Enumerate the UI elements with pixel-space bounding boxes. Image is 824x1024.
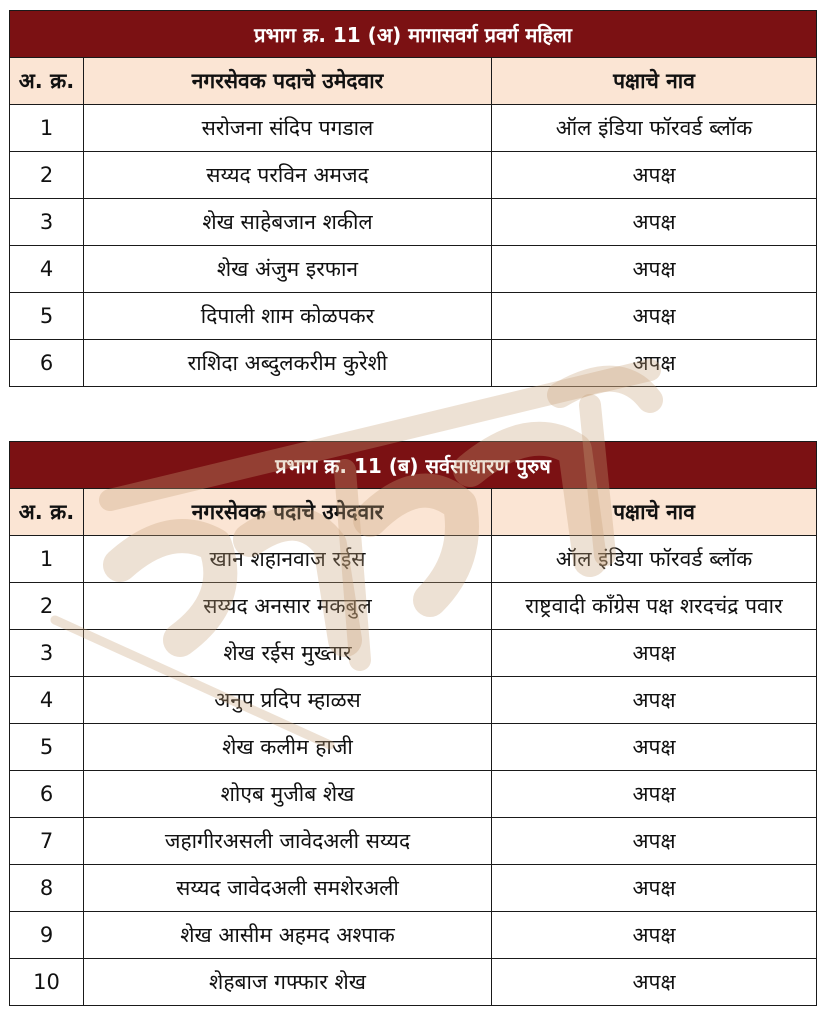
serial-cell: 3	[10, 630, 84, 677]
candidate-header: नगरसेवक पदाचे उमेदवार	[84, 489, 492, 536]
serial-cell: 4	[10, 677, 84, 724]
ward-a-header-row	[10, 58, 817, 105]
party-header: पक्षाचे नाव	[492, 489, 817, 536]
table-row	[10, 912, 817, 959]
candidate-cell: शोएब मुजीब शेख	[84, 771, 492, 818]
table-row	[10, 246, 817, 293]
candidate-cell: सय्यद जावेदअली समशेरअली	[84, 865, 492, 912]
table-row	[10, 959, 817, 1006]
candidate-cell: सरोजना संदिप पगडाल	[84, 105, 492, 152]
candidate-cell: सय्यद अनसार मकबुल	[84, 583, 492, 630]
serial-cell: 5	[10, 293, 84, 340]
table-row	[10, 105, 817, 152]
serial-cell: 8	[10, 865, 84, 912]
candidate-cell: शेख अंजुम इरफान	[84, 246, 492, 293]
table-row	[10, 818, 817, 865]
party-cell: अपक्ष	[492, 340, 817, 387]
table-row	[10, 724, 817, 771]
serial-cell: 1	[10, 105, 84, 152]
candidate-cell: खान शहानवाज रईस	[84, 536, 492, 583]
party-cell: अपक्ष	[492, 293, 817, 340]
party-cell: अपक्ष	[492, 818, 817, 865]
party-cell: अपक्ष	[492, 630, 817, 677]
candidate-cell: सय्यद परविन अमजद	[84, 152, 492, 199]
table-row	[10, 583, 817, 630]
candidate-cell: जहागीरअसली जावेदअली सय्यद	[84, 818, 492, 865]
serial-header: अ. क्र.	[10, 58, 84, 105]
ward-b-table-block	[9, 441, 816, 1006]
table-row	[10, 536, 817, 583]
serial-header: अ. क्र.	[10, 489, 84, 536]
party-cell: अपक्ष	[492, 677, 817, 724]
serial-cell: 6	[10, 340, 84, 387]
serial-cell: 2	[10, 583, 84, 630]
party-header: पक्षाचे नाव	[492, 58, 817, 105]
candidate-cell: शेहबाज गफ्फार शेख	[84, 959, 492, 1006]
candidate-cell: राशिदा अब्दुलकरीम कुरेशी	[84, 340, 492, 387]
party-cell: राष्ट्रवादी काँग्रेस पक्ष शरदचंद्र पवार	[492, 583, 817, 630]
ward-a-title: प्रभाग क्र. 11 (अ) मागासवर्ग प्रवर्ग महिला	[10, 11, 817, 58]
party-cell: ऑल इंडिया फॉरवर्ड ब्लॉक	[492, 105, 817, 152]
party-cell: अपक्ष	[492, 912, 817, 959]
party-cell: अपक्ष	[492, 771, 817, 818]
party-cell: अपक्ष	[492, 959, 817, 1006]
table-row	[10, 152, 817, 199]
table-row	[10, 865, 817, 912]
serial-cell: 1	[10, 536, 84, 583]
candidate-header: नगरसेवक पदाचे उमेदवार	[84, 58, 492, 105]
candidate-cell: अनुप प्रदिप म्हाळस	[84, 677, 492, 724]
candidate-cell: शेख कलीम हाजी	[84, 724, 492, 771]
ward-b-header-row	[10, 489, 817, 536]
ward-a-table-block	[9, 10, 816, 387]
ward-b-table	[9, 441, 817, 1006]
serial-cell: 9	[10, 912, 84, 959]
table-row	[10, 771, 817, 818]
serial-cell: 7	[10, 818, 84, 865]
candidate-cell: दिपाली शाम कोळपकर	[84, 293, 492, 340]
party-cell: अपक्ष	[492, 199, 817, 246]
serial-cell: 10	[10, 959, 84, 1006]
serial-cell: 3	[10, 199, 84, 246]
candidate-cell: शेख साहेबजान शकील	[84, 199, 492, 246]
ward-b-title-row	[10, 442, 817, 489]
table-row	[10, 340, 817, 387]
serial-cell: 4	[10, 246, 84, 293]
party-cell: अपक्ष	[492, 865, 817, 912]
ward-a-table	[9, 10, 817, 387]
table-row	[10, 630, 817, 677]
party-cell: अपक्ष	[492, 246, 817, 293]
serial-cell: 5	[10, 724, 84, 771]
ward-b-title: प्रभाग क्र. 11 (ब) सर्वसाधारण पुरुष	[10, 442, 817, 489]
serial-cell: 6	[10, 771, 84, 818]
party-cell: ऑल इंडिया फॉरवर्ड ब्लॉक	[492, 536, 817, 583]
party-cell: अपक्ष	[492, 724, 817, 771]
party-cell: अपक्ष	[492, 152, 817, 199]
serial-cell: 2	[10, 152, 84, 199]
table-row	[10, 199, 817, 246]
candidate-cell: शेख रईस मुख्तार	[84, 630, 492, 677]
ward-a-title-row	[10, 11, 817, 58]
table-row	[10, 293, 817, 340]
candidate-cell: शेख आसीम अहमद अश्पाक	[84, 912, 492, 959]
table-row	[10, 677, 817, 724]
